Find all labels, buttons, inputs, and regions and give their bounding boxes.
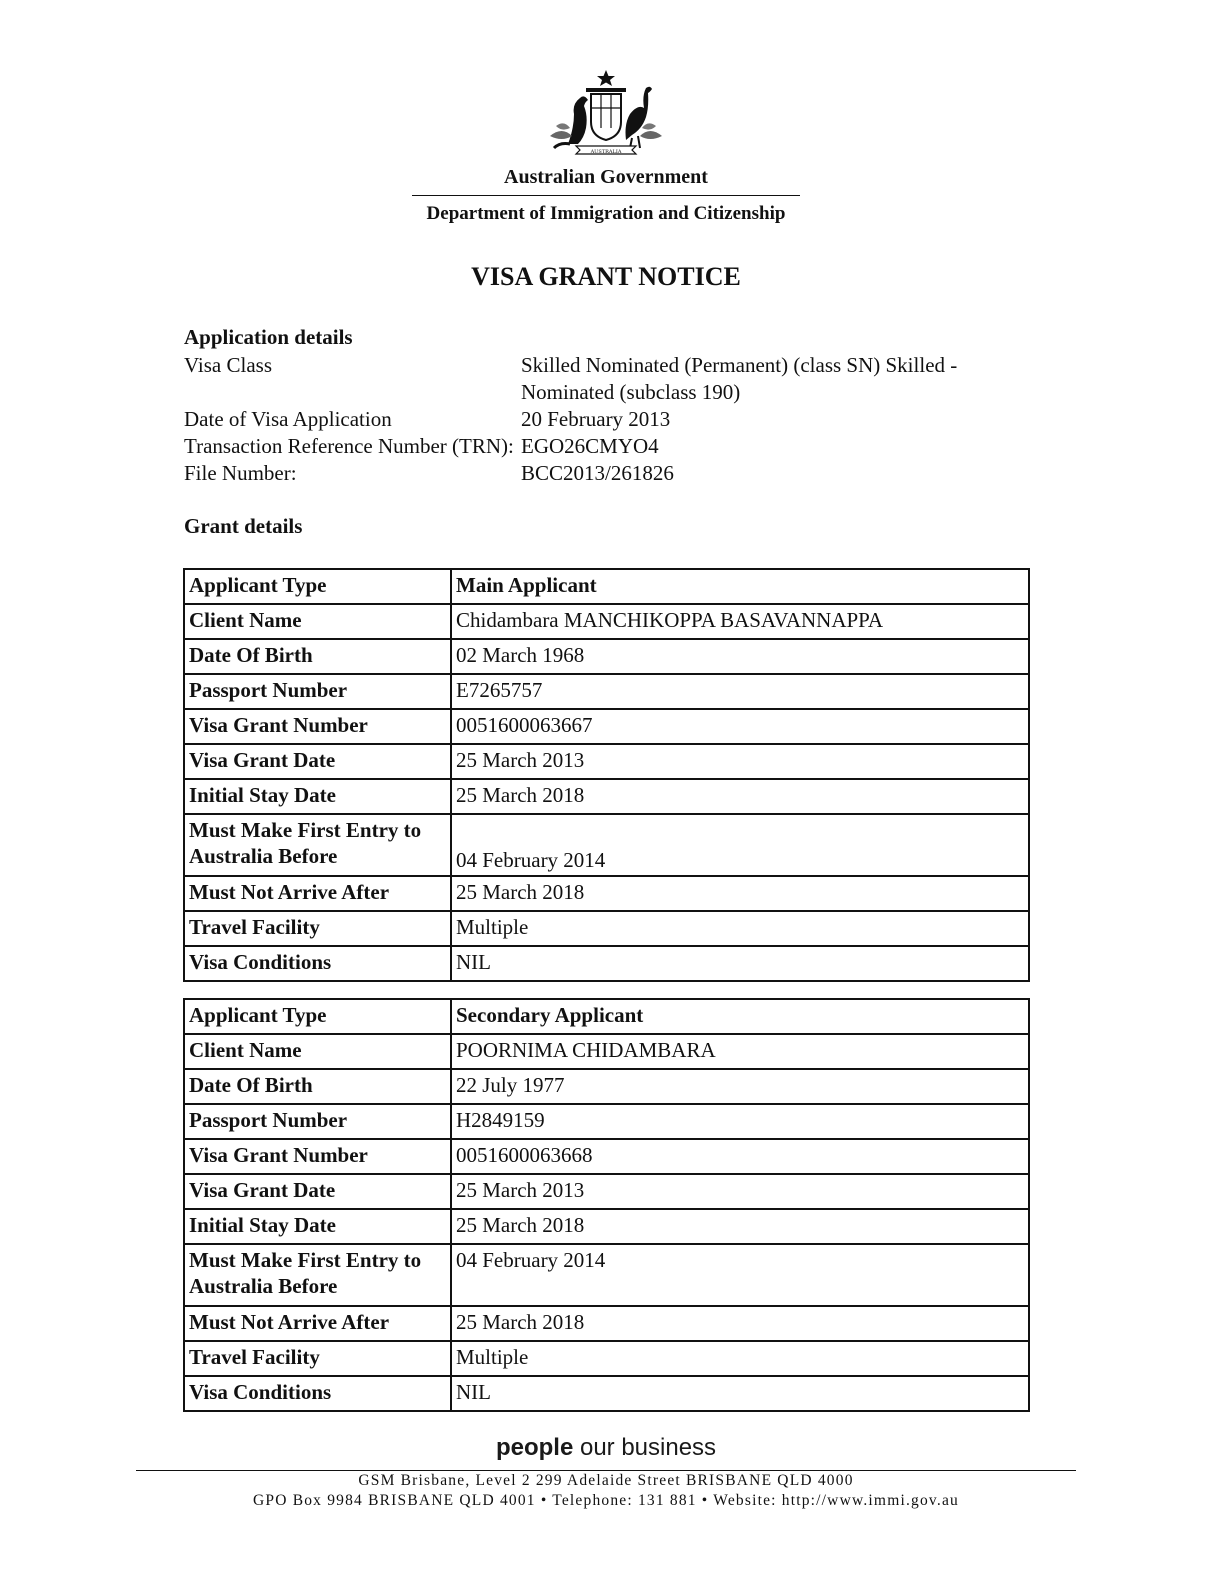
application-detail-row (184, 352, 1024, 406)
grant-field-label: Travel Facility (184, 1341, 451, 1376)
grant-field-label: Travel Facility (184, 911, 451, 946)
department-name: Department of Immigration and Citizenship (426, 203, 786, 224)
grant-field-label: Visa Conditions (184, 1376, 451, 1411)
grant-row (184, 946, 1029, 981)
grant-field-value: H2849159 (451, 1104, 1029, 1139)
main-applicant-table (183, 568, 1030, 982)
grant-field-value: Secondary Applicant (451, 999, 1029, 1034)
application-details-heading: Application details (184, 325, 353, 349)
grant-row (184, 911, 1029, 946)
coat-of-arms-emblem (546, 68, 666, 158)
application-detail-label: Visa Class (184, 353, 272, 377)
grant-row (184, 1104, 1029, 1139)
grant-field-value: 02 March 1968 (451, 639, 1029, 674)
grant-field-label: Date Of Birth (184, 639, 451, 674)
grant-row (184, 779, 1029, 814)
grant-field-label: Must Make First Entry to Australia Before (184, 1244, 451, 1306)
grant-field-value: E7265757 (451, 674, 1029, 709)
grant-field-value: 0051600063668 (451, 1139, 1029, 1174)
footer-address-line-1: GSM Brisbane, Level 2 299 Adelaide Street BRISBANE QLD 4000 (358, 1472, 854, 1489)
crest-motto: AUSTRALIA (590, 149, 622, 155)
grant-field-value: Chidambara MANCHIKOPPA BASAVANNAPPA (451, 604, 1029, 639)
grant-row (184, 1341, 1029, 1376)
footer-divider (136, 1470, 1076, 1471)
grant-field-value: 25 March 2013 (451, 744, 1029, 779)
grant-field-value: 04 February 2014 (451, 814, 1029, 876)
grant-field-label: Visa Grant Date (184, 744, 451, 779)
document-title: VISA GRANT NOTICE (471, 262, 741, 291)
grant-field-label: Client Name (184, 1034, 451, 1069)
grant-row (184, 639, 1029, 674)
grant-field-value: 25 March 2013 (451, 1174, 1029, 1209)
government-name: Australian Government (504, 166, 708, 188)
application-detail-row (184, 433, 1024, 460)
grant-field-label: Passport Number (184, 1104, 451, 1139)
application-detail-row (184, 460, 1024, 487)
grant-row (184, 814, 1029, 876)
slogan-rest: our business (579, 1434, 717, 1461)
grant-field-value: 25 March 2018 (451, 779, 1029, 814)
footer-slogan (0, 1434, 1212, 1462)
grant-row (184, 674, 1029, 709)
grant-field-value: Multiple (451, 911, 1029, 946)
grant-field-label: Initial Stay Date (184, 779, 451, 814)
grant-field-label: Applicant Type (184, 569, 451, 604)
grant-field-label: Must Not Arrive After (184, 876, 451, 911)
grant-row (184, 1209, 1029, 1244)
application-detail-label: Transaction Reference Number (TRN): (184, 434, 514, 458)
application-detail-label: File Number: (184, 461, 297, 485)
grant-row (184, 876, 1029, 911)
grant-field-value: Multiple (451, 1341, 1029, 1376)
grant-field-value: Main Applicant (451, 569, 1029, 604)
grant-details-heading: Grant details (184, 514, 303, 538)
grant-field-label: Must Make First Entry to Australia Before (184, 814, 451, 876)
grant-field-value: 04 February 2014 (451, 1244, 1029, 1306)
grant-field-value: POORNIMA CHIDAMBARA (451, 1034, 1029, 1069)
grant-field-value: 25 March 2018 (451, 1306, 1029, 1341)
grant-row (184, 1306, 1029, 1341)
grant-field-value: 25 March 2018 (451, 1209, 1029, 1244)
application-details-list (184, 352, 1024, 487)
application-detail-value: 20 February 2013 (521, 407, 671, 431)
grant-row (184, 744, 1029, 779)
grant-row (184, 1034, 1029, 1069)
grant-field-label: Visa Grant Number (184, 1139, 451, 1174)
footer-address-line-2: GPO Box 9984 BRISBANE QLD 4001 • Telephone: 131 881 • Website: http://www.immi.gov.au (253, 1492, 959, 1509)
grant-row (184, 1139, 1029, 1174)
application-detail-value: EGO26CMYO4 (521, 434, 659, 458)
grant-field-value: 25 March 2018 (451, 876, 1029, 911)
grant-row (184, 1244, 1029, 1306)
application-detail-row (184, 406, 1024, 433)
grant-field-label: Applicant Type (184, 999, 451, 1034)
application-detail-label: Date of Visa Application (184, 407, 392, 431)
grant-row (184, 999, 1029, 1034)
grant-row (184, 709, 1029, 744)
slogan-strong: people (495, 1434, 574, 1461)
grant-row (184, 604, 1029, 639)
grant-field-label: Initial Stay Date (184, 1209, 451, 1244)
grant-field-value: NIL (451, 946, 1029, 981)
grant-row (184, 569, 1029, 604)
grant-field-label: Visa Grant Date (184, 1174, 451, 1209)
grant-field-value: 0051600063667 (451, 709, 1029, 744)
application-detail-value: Skilled Nominated (Permanent) (class SN) Skilled - Nominated (subclass 190) (521, 353, 958, 404)
grant-field-label: Must Not Arrive After (184, 1306, 451, 1341)
grant-field-label: Passport Number (184, 674, 451, 709)
grant-row (184, 1376, 1029, 1411)
grant-field-label: Visa Conditions (184, 946, 451, 981)
grant-field-label: Client Name (184, 604, 451, 639)
grant-field-label: Visa Grant Number (184, 709, 451, 744)
secondary-applicant-table (183, 998, 1030, 1412)
header-divider (412, 195, 800, 196)
grant-field-label: Date Of Birth (184, 1069, 451, 1104)
grant-row (184, 1174, 1029, 1209)
grant-field-value: NIL (451, 1376, 1029, 1411)
grant-row (184, 1069, 1029, 1104)
grant-field-value: 22 July 1977 (451, 1069, 1029, 1104)
application-detail-value: BCC2013/261826 (521, 461, 674, 485)
